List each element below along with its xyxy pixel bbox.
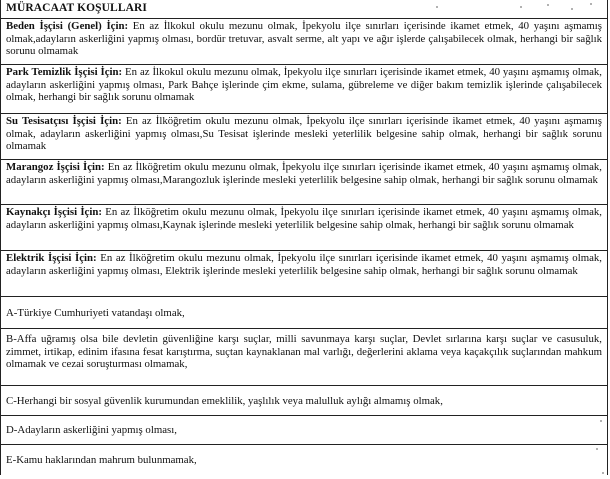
condition-text: C-Herhangi bir sosyal güvenlik kurumundan emeklilik, yaşlılık veya malulluk aylığı almamış olmak, [6,395,443,407]
job-requirements: En az İlköğretim okulu mezunu olmak, İpekyolu ilçe sınırları içerisinde ikamet etmek, 40 yaşını aşmamış olmak, adayların askerliğini yapmış olması,Marangozluk işlerinde mesleki yeterlilik belgesine sahip olmak, herhangi bir sağlık sorunu olmamak [6,161,603,186]
job-row-carpenter [1,160,607,205]
job-title: Beden İşçisi (Genel) İçin: [6,20,129,32]
job-requirements: En az İlköğretim okulu mezunu olmak, İpekyolu ilçe sınırları içerisinde ikamet etmek, 40 yaşını aşmamış olmak, adayların askerliğini yapmış olması, Elektrik işlerinde mesleki yeterlilik belgesine sahip olmak, herhangi bir sağlık sorunu olmamak [6,252,602,277]
condition-row-c [1,386,607,416]
condition-text: D-Adayların askerliğini yapmış olması, [6,424,177,436]
scan-noise-speck [436,6,438,8]
scan-noise-speck [547,4,549,6]
job-row-general-laborer [1,19,607,65]
job-title: Su Tesisatçısı İşçisi İçin: [6,115,122,127]
job-row-plumber [1,114,607,160]
scan-noise-speck [520,6,522,8]
job-requirements: En az İlkokul okulu mezunu olmak, İpekyolu ilçe sınırları içerisinde ikamet etmek, 40 yaşını aşmamış olmak,adayların askerliğini yapmış olması, bordür tretuvar, asvalt serme, alt yapı ve ağır işlerde çalışabilecek olmak, herhangi bir sağlık sorunu olmamak [6,20,603,58]
job-title: Park Temizlik İşçisi İçin: [6,66,123,78]
condition-text: A-Türkiye Cumhuriyeti vatandaşı olmak, [6,307,185,319]
job-title: Elektrik İşçisi İçin: [6,252,97,264]
job-row-park-cleaning [1,65,607,114]
job-requirements: En az İlköğretim okulu mezunu olmak, İpekyolu ilçe sınırları içerisinde ikamet etmek, 40 yaşını aşmamış olmak, adayların askerliğini yapmış olması,Kaynak işlerinde mesleki yeterlilik belgesine sahip olmak, herhangi bir sağlık sorunu olmamak [6,206,602,231]
condition-row-a [1,297,607,329]
scan-noise-speck [602,472,604,474]
condition-row-e [1,445,607,475]
condition-row-d [1,416,607,445]
scan-noise-speck [596,448,598,450]
job-requirements: En az İlkokul okulu mezunu olmak, İpekyolu ilçe sınırları içerisinde ikamet etmek, 40 yaşını aşmamış olmak, adayların askerliğini yapmış olması, Park Bahçe işlerinde çim ekme, sulama, gübreleme ve diğer bakım temizlik işlerinde çalışabilecek olmak, herhangi bir sağlık sorunu olmamak [6,66,602,104]
scan-noise-speck [600,420,602,422]
condition-row-b [1,329,607,386]
condition-text: E-Kamu haklarından mahrum bulunmamak, [6,454,197,466]
condition-text: B-Affa uğramış olsa bile devletin güvenliğine karşı suçlar, milli savunmaya karşı suçlar, Devlet sırlarına karşı suçlar ve casusuluk, zimmet, irtikap, edinim ifasına fesat karıştırma, suçtan kaynaklanan mal varlığı, değerlerini aklama veya kaçakçılık suçlarından mahkum olmamak ve cezai soruşturması olmamak, [6,333,602,371]
job-requirements: En az İlköğretim okulu mezunu olmak, İpekyolu ilçe sınırları içerisinde ikamet etmek, 40 yaşını aşmamış olmak, adayların askerliğini yapmış olması,Su Tesisat işlerinde mesleki yeterlilik belgesine sahip olmak, herhangi bir sağlık sorunu olmamak [6,115,603,153]
job-row-electrician [1,251,607,297]
job-title: Kaynakçı İşçisi İçin: [6,206,102,218]
page-title: MÜRACAAT KOŞULLARI [1,0,607,19]
job-title: Marangoz İşçisi İçin: [6,161,105,173]
scan-noise-speck [571,8,573,10]
scan-noise-speck [590,3,592,5]
job-row-welder [1,205,607,251]
